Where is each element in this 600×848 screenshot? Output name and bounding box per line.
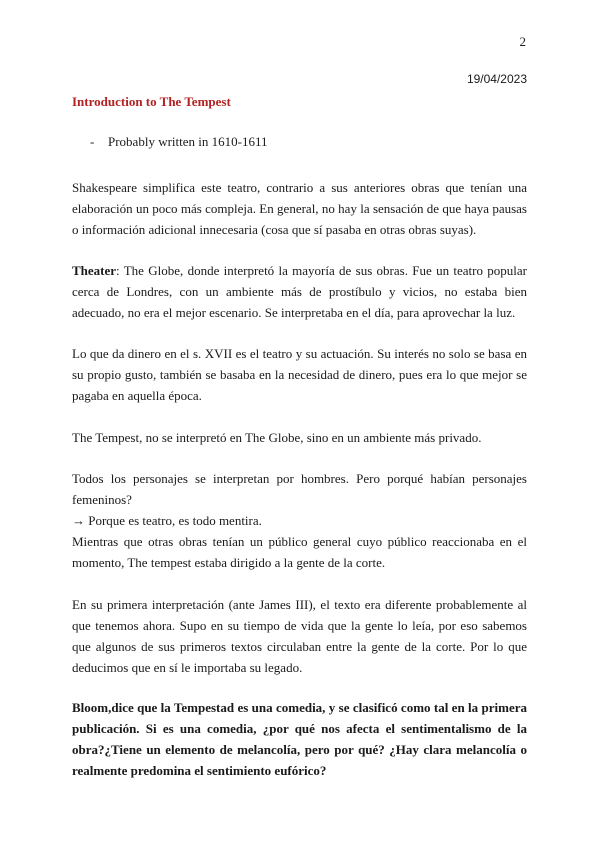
paragraph-first-performance: En su primera interpretación (ante James III), el texto era diferente probablemente al que tenemos ahora. Supo en su tiempo de vida que la gente lo leía, por eso sabemos que algunos de sus primeros textos circulaban entre la gente de la corte. Por lo que deducimos que en sí le importaba su legado. — [72, 597, 527, 675]
characters-question: Todos los personajes se interpretan por hombres. Pero porqué habían personajes femeninos? — [72, 471, 527, 507]
bullet-item — [90, 134, 267, 150]
page-number: 2 — [519, 34, 526, 49]
bullet-text: Probably written in 1610-1611 — [108, 134, 268, 149]
bullet-marker: - — [90, 134, 95, 149]
paragraph-private-setting: The Tempest, no se interpretó en The Globe, sino en un ambiente más privado. — [72, 430, 482, 445]
characters-answer: → Porque es teatro, es todo mentira. — [72, 513, 262, 528]
paragraph-characters — [72, 468, 527, 531]
paragraph-audience: Mientras que otras obras tenían un público general cuyo público reaccionaba en el momento, The tempest estaba dirigido a la gente de la corte. — [72, 534, 527, 570]
paragraph-theater — [72, 260, 527, 323]
paragraph-money: Lo que da dinero en el s. XVII es el teatro y su actuación. Su interés no solo se basa en su propio gusto, también se basaba en la necesidad de dinero, pues era lo que mejor se pagaba en aquella época. — [72, 346, 527, 403]
document-date: 19/04/2023 — [466, 72, 527, 86]
theater-label: Theater — [72, 263, 117, 278]
paragraph-bloom-question: Bloom,dice que la Tempestad es una comedia, y se clasificó como tal en la primera publicación. Si es una comedia, ¿por qué nos afecta el sentimentalismo de la obra?¿Tiene un elemento de melancolía, pero por qué? ¿Hay clara melancolía o realmente predomina el sentimiento eufórico? — [72, 700, 527, 778]
theater-text: : The Globe, donde interpretó la mayoría de sus obras. Fue un teatro popular cerca de Londres, con un ambiente más de prostíbulo y vicios, no estaba bien adecuado, no era el mejor escenario. Se interpretaba en el día, para aprovechar la luz. — [72, 263, 527, 320]
paragraph-simplification: Shakespeare simplifica este teatro, contrario a sus anteriores obras que tenían una elaboración un poco más compleja. En general, no hay la sensación de que haya pausas o información adicional innecesaria (cosa que sí pasaba en otras obras suyas). — [72, 180, 527, 237]
document-title: Introduction to The Tempest — [72, 94, 231, 109]
